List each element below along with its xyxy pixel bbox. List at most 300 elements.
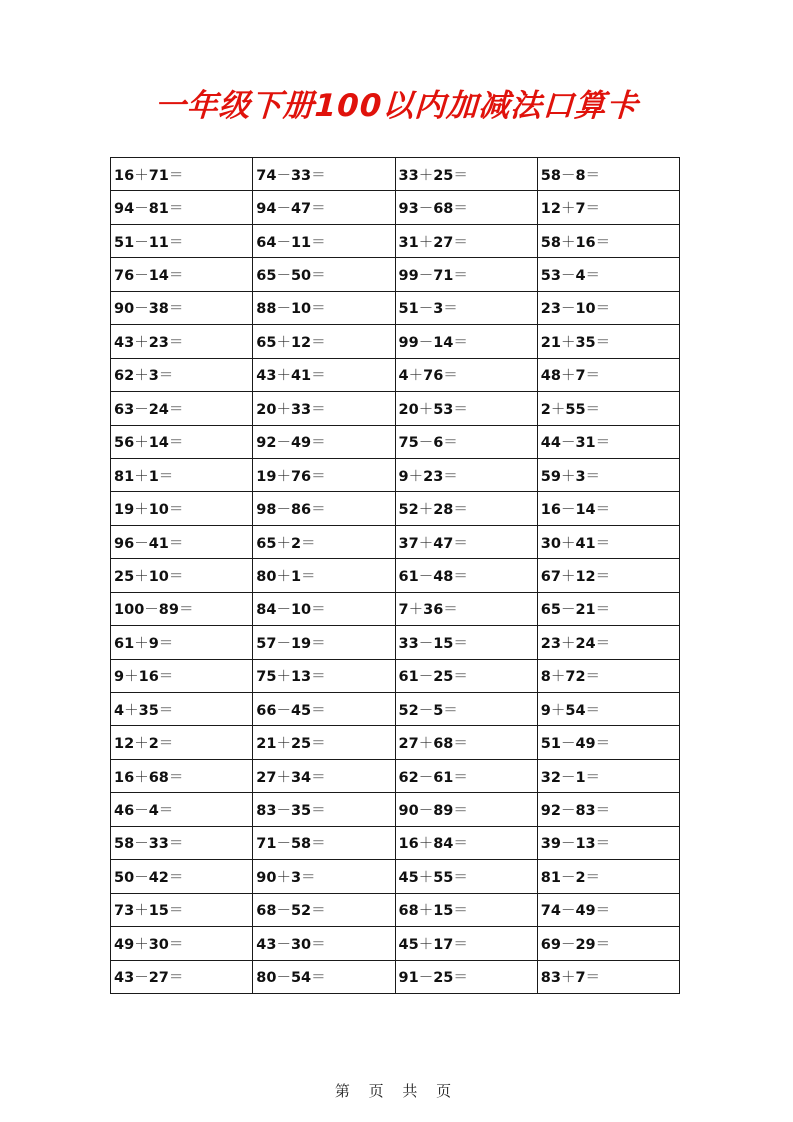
problem-cell[interactable] <box>395 626 537 659</box>
digit-glyph: 8 <box>433 836 444 853</box>
operator-glyph: ＝ <box>453 635 468 652</box>
digit-glyph: 2 <box>301 334 312 351</box>
operator-glyph: ＝ <box>168 769 184 786</box>
problem-cell[interactable] <box>537 860 679 893</box>
digit-glyph: 7 <box>550 568 561 585</box>
digit-glyph: 3 <box>290 803 302 820</box>
operator-glyph: － <box>560 869 576 886</box>
problem-cell[interactable] <box>253 693 395 726</box>
digit-glyph: 2 <box>256 736 267 753</box>
digit-glyph: 3 <box>540 836 551 853</box>
digit-glyph: 3 <box>433 301 444 318</box>
digit-glyph: 3 <box>148 836 159 853</box>
digit-glyph: 0 <box>266 401 277 418</box>
digit-glyph: 5 <box>408 435 419 452</box>
operator-glyph: ＝ <box>311 769 326 786</box>
digit-glyph: 3 <box>575 468 586 485</box>
problem-cell[interactable] <box>253 793 395 826</box>
digit-glyph: 8 <box>158 769 169 786</box>
digit-glyph: 1 <box>148 268 159 285</box>
digit-glyph: 6 <box>124 803 135 820</box>
digit-glyph: 4 <box>114 334 125 351</box>
operator-glyph: ＝ <box>168 435 184 452</box>
problem-cell[interactable] <box>111 258 253 291</box>
digit-glyph: 0 <box>301 301 312 318</box>
digit-glyph: 2 <box>408 769 419 786</box>
digit-glyph: 6 <box>148 769 159 786</box>
digit-glyph: 3 <box>398 635 409 652</box>
problem-cell[interactable] <box>395 860 537 893</box>
operator-glyph: － <box>134 535 149 552</box>
digit-glyph: 8 <box>124 836 135 853</box>
problem-cell[interactable] <box>253 927 395 960</box>
problem-cell[interactable] <box>537 626 679 659</box>
problem-cell[interactable] <box>537 826 679 859</box>
digit-glyph: 7 <box>423 368 434 385</box>
problem-cell[interactable] <box>537 960 679 993</box>
digit-glyph: 4 <box>398 869 409 886</box>
digit-glyph: 5 <box>290 268 302 285</box>
operator-glyph: ＝ <box>443 468 458 485</box>
problem-cell[interactable] <box>395 893 537 926</box>
digit-glyph: 1 <box>408 234 419 251</box>
problem-cell[interactable] <box>111 759 253 792</box>
digit-glyph: 5 <box>540 268 551 285</box>
digit-glyph: 1 <box>575 301 586 318</box>
digit-glyph: 7 <box>398 435 409 452</box>
digit-glyph: 8 <box>443 568 454 585</box>
digit-glyph: 6 <box>301 502 312 519</box>
digit-glyph: 6 <box>540 602 551 619</box>
problem-cell[interactable] <box>537 358 679 391</box>
problem-cell[interactable] <box>111 392 253 425</box>
table-row <box>111 258 680 291</box>
digit-glyph: 6 <box>398 769 409 786</box>
problem-cell[interactable] <box>395 592 537 625</box>
digit-glyph: 7 <box>148 167 159 184</box>
digit-glyph: 2 <box>550 201 561 218</box>
digit-glyph: 5 <box>114 435 125 452</box>
digit-glyph: 3 <box>158 334 169 351</box>
digit-glyph: 3 <box>575 334 586 351</box>
problem-cell[interactable] <box>253 325 395 358</box>
operator-glyph: ＋ <box>418 903 434 920</box>
digit-glyph: 0 <box>158 936 169 953</box>
problem-cell[interactable] <box>395 224 537 257</box>
problem-cell[interactable] <box>111 492 253 525</box>
problem-cell[interactable] <box>253 525 395 558</box>
digit-glyph: 5 <box>443 669 454 686</box>
digit-glyph: 1 <box>575 502 586 519</box>
operator-glyph: ＝ <box>453 268 468 285</box>
operator-glyph: ＋ <box>124 702 139 719</box>
operator-glyph: ＋ <box>134 468 149 485</box>
problem-cell[interactable] <box>253 392 395 425</box>
problem-cell[interactable] <box>537 592 679 625</box>
operator-glyph: ＝ <box>168 903 184 920</box>
problem-cell[interactable] <box>395 392 537 425</box>
problem-cell[interactable] <box>111 726 253 759</box>
problem-cell[interactable] <box>395 927 537 960</box>
problem-cell[interactable] <box>111 158 253 191</box>
digit-glyph: 4 <box>266 234 277 251</box>
problem-cell[interactable] <box>537 559 679 592</box>
problem-cell[interactable] <box>537 726 679 759</box>
digit-glyph: 2 <box>266 435 277 452</box>
problem-cell[interactable] <box>253 458 395 491</box>
problem-cell[interactable] <box>537 893 679 926</box>
problem-cell[interactable] <box>253 158 395 191</box>
digit-glyph: 9 <box>398 803 409 820</box>
problem-cell[interactable] <box>253 860 395 893</box>
operator-glyph: ＝ <box>595 803 611 820</box>
digit-glyph: 3 <box>585 836 596 853</box>
digit-glyph: 3 <box>266 803 277 820</box>
digit-glyph: 5 <box>301 702 312 719</box>
digit-glyph: 2 <box>408 502 419 519</box>
operator-glyph: － <box>134 869 149 886</box>
digit-glyph: 9 <box>124 502 135 519</box>
operator-glyph: ＝ <box>585 970 601 987</box>
digit-glyph: 7 <box>301 201 312 218</box>
digit-glyph: 3 <box>408 167 419 184</box>
operator-glyph: － <box>418 803 434 820</box>
problem-cell[interactable] <box>395 659 537 692</box>
operator-glyph: － <box>276 167 291 184</box>
digit-glyph: 4 <box>585 502 596 519</box>
operator-glyph: ＝ <box>453 836 468 853</box>
digit-glyph: 1 <box>575 568 586 585</box>
table-row <box>111 458 680 491</box>
operator-glyph: ＝ <box>311 468 326 485</box>
digit-glyph: 7 <box>433 268 444 285</box>
digit-glyph: 7 <box>408 535 419 552</box>
digit-glyph: 2 <box>148 401 159 418</box>
digit-glyph: 3 <box>158 836 169 853</box>
problem-cell[interactable] <box>111 860 253 893</box>
digit-glyph: 2 <box>575 669 586 686</box>
operator-glyph: － <box>276 702 291 719</box>
digit-glyph: 1 <box>266 836 277 853</box>
problem-cell[interactable] <box>253 659 395 692</box>
digit-glyph: 2 <box>540 301 551 318</box>
problem-cell[interactable] <box>111 693 253 726</box>
operator-glyph: ＋ <box>276 736 291 753</box>
problem-cell[interactable] <box>111 893 253 926</box>
digit-glyph: 4 <box>290 435 302 452</box>
digit-glyph: 0 <box>158 502 169 519</box>
digit-glyph: 6 <box>433 435 444 452</box>
problems-table-body <box>111 158 680 994</box>
digit-glyph: 6 <box>540 568 551 585</box>
operator-glyph: ＝ <box>453 535 468 552</box>
digit-glyph: 8 <box>433 803 444 820</box>
problem-cell[interactable] <box>111 592 253 625</box>
problem-cell[interactable] <box>537 224 679 257</box>
problem-cell[interactable] <box>253 191 395 224</box>
problem-cell[interactable] <box>537 258 679 291</box>
digit-glyph: 8 <box>540 970 551 987</box>
operator-glyph: ＋ <box>276 401 291 418</box>
digit-glyph: 2 <box>256 769 267 786</box>
operator-glyph: ＋ <box>550 669 566 686</box>
digit-glyph: 4 <box>256 368 267 385</box>
digit-glyph: 3 <box>301 669 312 686</box>
digit-glyph: 8 <box>301 836 312 853</box>
digit-glyph: 9 <box>398 334 409 351</box>
problem-cell[interactable] <box>395 291 537 324</box>
table-row <box>111 358 680 391</box>
problem-cell[interactable] <box>395 793 537 826</box>
digit-glyph: 5 <box>443 903 454 920</box>
digit-glyph: 9 <box>398 201 409 218</box>
digit-glyph: 9 <box>114 301 125 318</box>
digit-glyph: 8 <box>256 970 267 987</box>
digit-glyph: 3 <box>148 368 159 385</box>
operator-glyph: ＝ <box>443 368 458 385</box>
digit-glyph: 1 <box>301 368 312 385</box>
operator-glyph: － <box>276 234 291 251</box>
digit-glyph: 6 <box>124 435 135 452</box>
digit-glyph: 2 <box>398 736 409 753</box>
problem-cell[interactable] <box>537 525 679 558</box>
problem-cell[interactable] <box>537 325 679 358</box>
operator-glyph: ＝ <box>311 201 326 218</box>
problem-cell[interactable] <box>111 559 253 592</box>
digit-glyph: 1 <box>266 736 277 753</box>
problem-cell[interactable] <box>395 158 537 191</box>
problem-cell[interactable] <box>395 559 537 592</box>
digit-glyph: 7 <box>256 836 267 853</box>
problem-cell[interactable] <box>537 191 679 224</box>
problem-cell[interactable] <box>537 392 679 425</box>
problem-cell[interactable] <box>111 291 253 324</box>
digit-glyph: 4 <box>114 702 125 719</box>
operator-glyph: ＝ <box>311 435 326 452</box>
problem-cell[interactable] <box>253 726 395 759</box>
problem-cell[interactable] <box>111 525 253 558</box>
problem-cell[interactable] <box>395 191 537 224</box>
digit-glyph: 1 <box>550 869 561 886</box>
digit-glyph: 9 <box>540 803 551 820</box>
problem-cell[interactable] <box>253 358 395 391</box>
problem-cell[interactable] <box>253 258 395 291</box>
operator-glyph: ＝ <box>585 669 601 686</box>
digit-glyph: 8 <box>256 301 267 318</box>
operator-glyph: － <box>560 167 576 184</box>
operator-glyph: ＋ <box>408 602 424 619</box>
digit-glyph: 7 <box>408 736 419 753</box>
digit-glyph: 1 <box>148 468 159 485</box>
problem-cell[interactable] <box>253 291 395 324</box>
operator-glyph: ＝ <box>585 769 601 786</box>
problem-cell[interactable] <box>111 358 253 391</box>
table-row <box>111 927 680 960</box>
digit-glyph: 9 <box>550 468 561 485</box>
operator-glyph: ＝ <box>453 234 468 251</box>
digit-glyph: 4 <box>124 201 135 218</box>
digit-glyph: 8 <box>290 502 302 519</box>
table-row <box>111 693 680 726</box>
problem-cell[interactable] <box>253 492 395 525</box>
digit-glyph: 2 <box>540 401 551 418</box>
problem-cell[interactable] <box>395 759 537 792</box>
problem-cell[interactable] <box>253 592 395 625</box>
problem-cell[interactable] <box>537 693 679 726</box>
problem-cell[interactable] <box>537 291 679 324</box>
digit-glyph: 9 <box>398 970 409 987</box>
digit-glyph: 2 <box>256 401 267 418</box>
digit-glyph: 7 <box>443 234 454 251</box>
problem-cell[interactable] <box>395 693 537 726</box>
problem-cell[interactable] <box>111 659 253 692</box>
digit-glyph: 0 <box>134 602 145 619</box>
digit-glyph: 0 <box>266 970 277 987</box>
operator-glyph: － <box>418 970 434 987</box>
problem-cell[interactable] <box>537 659 679 692</box>
problem-cell[interactable] <box>537 425 679 458</box>
problem-cell[interactable] <box>537 927 679 960</box>
digit-glyph: 6 <box>114 401 125 418</box>
digit-glyph: 9 <box>301 635 312 652</box>
digit-glyph: 6 <box>256 268 267 285</box>
operator-glyph: － <box>418 334 434 351</box>
problem-cell[interactable] <box>111 325 253 358</box>
problem-cell[interactable] <box>537 793 679 826</box>
digit-glyph: 5 <box>290 836 302 853</box>
digit-glyph: 5 <box>443 869 454 886</box>
operator-glyph: ＝ <box>311 836 326 853</box>
problem-cell[interactable] <box>253 826 395 859</box>
problem-cell[interactable] <box>111 826 253 859</box>
digit-glyph: 1 <box>575 836 586 853</box>
digit-glyph: 9 <box>585 903 596 920</box>
digit-glyph: 4 <box>540 435 551 452</box>
operator-glyph: ＋ <box>134 736 149 753</box>
digit-glyph: 5 <box>540 234 551 251</box>
digit-glyph: 3 <box>301 167 312 184</box>
operator-glyph: ＋ <box>134 769 149 786</box>
digit-glyph: 5 <box>433 702 444 719</box>
problem-cell[interactable] <box>537 759 679 792</box>
digit-glyph: 7 <box>540 903 551 920</box>
operator-glyph: ＝ <box>453 736 468 753</box>
problem-cell[interactable] <box>395 258 537 291</box>
operator-glyph: ＝ <box>595 602 611 619</box>
digit-glyph: 6 <box>114 368 125 385</box>
digit-glyph: 1 <box>158 201 169 218</box>
operator-glyph: ＝ <box>585 401 601 418</box>
problem-cell[interactable] <box>253 224 395 257</box>
operator-glyph: － <box>134 234 149 251</box>
operator-glyph: － <box>560 836 576 853</box>
problem-cell[interactable] <box>395 492 537 525</box>
digit-glyph: 8 <box>443 201 454 218</box>
problem-cell[interactable] <box>111 458 253 491</box>
operator-glyph: ＋ <box>134 435 149 452</box>
digit-glyph: 1 <box>124 635 135 652</box>
problem-cell[interactable] <box>537 158 679 191</box>
operator-glyph: ＝ <box>311 301 326 318</box>
operator-glyph: ＝ <box>311 234 326 251</box>
problem-cell[interactable] <box>111 793 253 826</box>
digit-glyph: 6 <box>585 234 596 251</box>
problem-cell[interactable] <box>111 224 253 257</box>
problem-cell[interactable] <box>395 826 537 859</box>
problem-cell[interactable] <box>253 626 395 659</box>
digit-glyph: 0 <box>158 568 169 585</box>
digit-glyph: 7 <box>256 167 267 184</box>
problem-cell[interactable] <box>395 525 537 558</box>
digit-glyph: 4 <box>301 769 312 786</box>
problem-cell[interactable] <box>111 425 253 458</box>
problem-cell[interactable] <box>537 458 679 491</box>
problem-cell[interactable] <box>253 759 395 792</box>
problem-cell[interactable] <box>395 458 537 491</box>
digit-glyph: 1 <box>301 234 312 251</box>
problem-cell[interactable] <box>395 726 537 759</box>
digit-glyph: 9 <box>540 702 551 719</box>
problem-cell[interactable] <box>253 559 395 592</box>
table-row <box>111 960 680 993</box>
problem-cell[interactable] <box>253 425 395 458</box>
digit-glyph: 1 <box>290 301 302 318</box>
digit-glyph: 0 <box>124 602 135 619</box>
problem-cell[interactable] <box>111 191 253 224</box>
digit-glyph: 2 <box>398 401 409 418</box>
digit-glyph: 3 <box>124 401 135 418</box>
digit-glyph: 6 <box>124 535 135 552</box>
operator-glyph: － <box>418 669 434 686</box>
problem-cell[interactable] <box>395 358 537 391</box>
digit-glyph: 4 <box>148 803 159 820</box>
problem-cell[interactable] <box>395 425 537 458</box>
problem-cell[interactable] <box>395 325 537 358</box>
problem-cell[interactable] <box>253 960 395 993</box>
digit-glyph: 5 <box>301 736 312 753</box>
operator-glyph: ＝ <box>585 702 601 719</box>
digit-glyph: 6 <box>124 167 135 184</box>
digit-glyph: 8 <box>540 869 551 886</box>
digit-glyph: 9 <box>301 435 312 452</box>
operator-glyph: ＝ <box>158 468 174 485</box>
problem-cell[interactable] <box>111 960 253 993</box>
digit-glyph: 5 <box>408 869 419 886</box>
digit-glyph: 1 <box>408 970 419 987</box>
digit-glyph: 6 <box>114 635 125 652</box>
digit-glyph: 2 <box>540 635 551 652</box>
table-row <box>111 726 680 759</box>
digit-glyph: 1 <box>575 234 586 251</box>
problem-cell[interactable] <box>111 927 253 960</box>
digit-glyph: 4 <box>433 535 444 552</box>
digit-glyph: 5 <box>124 568 135 585</box>
operator-glyph: ＝ <box>585 167 601 184</box>
digit-glyph: 1 <box>550 334 561 351</box>
operator-glyph: ＝ <box>585 368 601 385</box>
problem-cell[interactable] <box>537 492 679 525</box>
digit-glyph: 1 <box>256 468 267 485</box>
digit-glyph: 2 <box>148 736 159 753</box>
table-row <box>111 425 680 458</box>
operator-glyph: ＝ <box>443 602 458 619</box>
operator-glyph: － <box>276 803 291 820</box>
digit-glyph: 1 <box>585 602 596 619</box>
digit-glyph: 4 <box>290 702 302 719</box>
problem-cell[interactable] <box>111 626 253 659</box>
problem-cell[interactable] <box>395 960 537 993</box>
problem-cell[interactable] <box>253 893 395 926</box>
